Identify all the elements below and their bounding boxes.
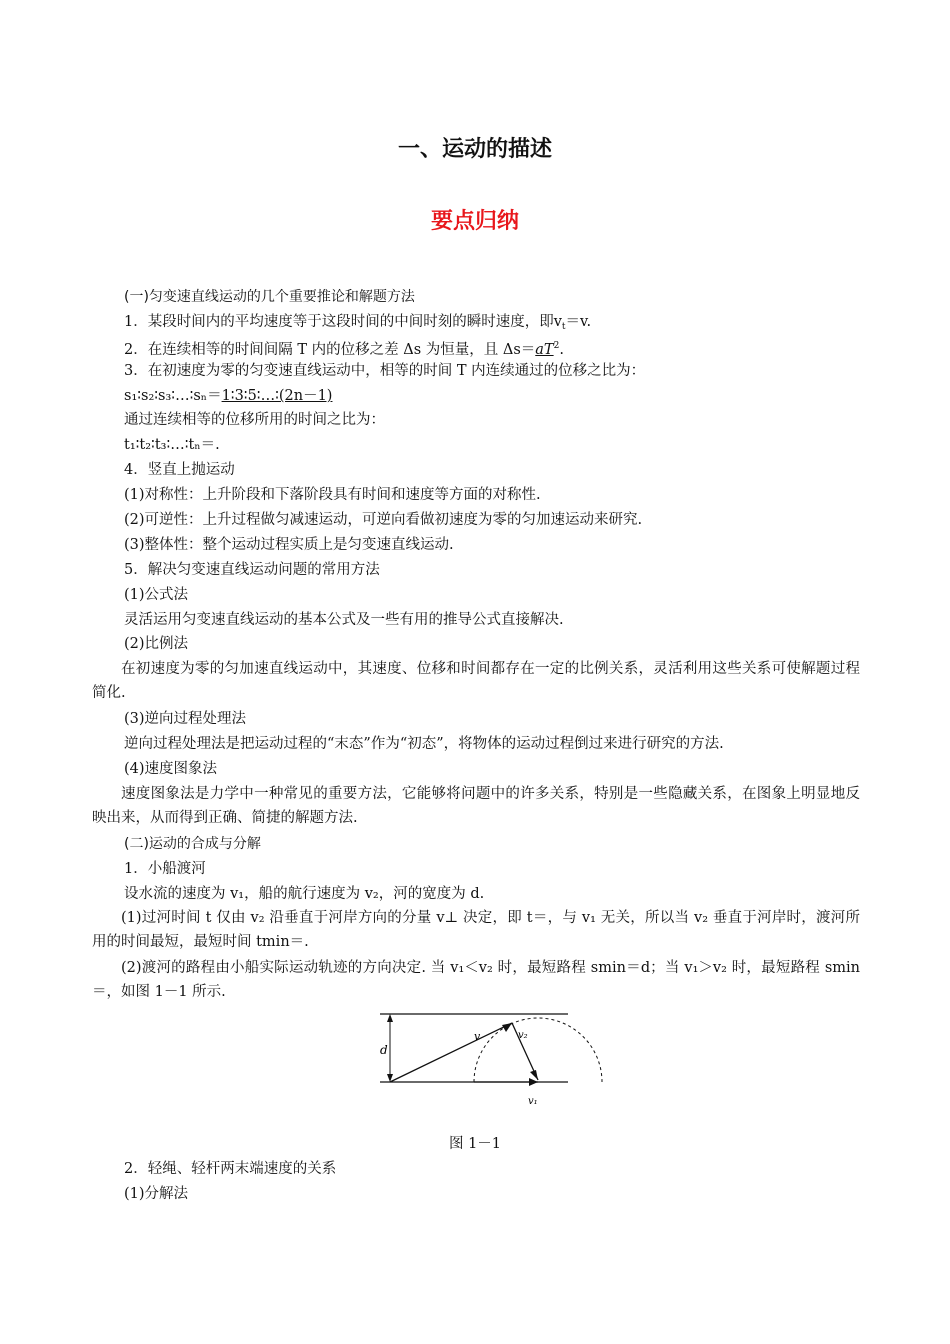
label-d: d [380,1043,388,1057]
method-1: (1)公式法 [124,587,189,603]
section2-heading: (二)运动的合成与分解 [124,836,261,852]
point-3: 3．在初速度为零的匀变速直线运动中，相等的时间 T 内连续通过的位移之比为： [124,363,646,379]
point-4a: (1)对称性：上升阶段和下落阶段具有时间和速度等方面的对称性. [124,487,541,503]
topic-2-method: (1)分解法 [124,1186,189,1202]
method-3-text: 逆向过程处理法是把运动过程的“末态”作为“初态”，将物体的运动过程倒过来进行研究的方法. [124,736,724,752]
figure-caption: 图 1－1 [448,1136,502,1152]
main-title: 一、运动的描述 [397,137,552,162]
label-v: v [474,1030,481,1043]
method-2-text: 在初速度为零的匀加速直线运动中，其速度、位移和时间都存在一定的比例关系，灵活利用这些关系可使解题过程简化. [92,661,860,701]
point-4: 4．竖直上抛运动 [124,462,235,478]
point-5: 5．解决匀变速直线运动问题的常用方法 [124,562,380,578]
resultant-arrowhead [502,1023,512,1032]
ratio-displacement: s₁∶s₂∶s₃∶…∶sₙ＝1∶3∶5∶…∶(2n－1) [124,388,333,404]
label-v1: v₁ [528,1096,538,1107]
method-2: (2)比例法 [124,636,189,652]
method-1-text: 灵活运用匀变速直线运动的基本公式及一些有用的推导公式直接解决. [124,612,564,628]
section1-heading: (一)匀变速直线运动的几个重要推论和解题方法 [124,289,415,305]
method-4-text: 速度图象法是力学中一种常见的重要方法，它能够将问题中的许多关系，特别是一些隐藏关系，在图象上明显地反映出来，从而得到正确、简捷的解题方法. [92,786,860,826]
ratio-time: t₁∶t₂∶t₃∶…∶tₙ＝. [124,437,220,453]
width-arrow-top [387,1014,393,1022]
method-3: (3)逆向过程处理法 [124,711,247,727]
point-1: 1．某段时间内的平均速度等于这段时间的中间时刻的瞬时速度，即$v_t=v$. [124,314,592,332]
topic-1-part-2: (2)渡河的路程由小船实际运动轨迹的方向决定. 当 v₁＜v₂ 时，最短路程 smin＝d；当 v₁＞v₂ 时，最短路程 smin＝，如图 1－1 所示. [92,960,860,1000]
point-4c: (3)整体性：整个运动过程实质上是匀变速直线运动. [124,537,454,553]
topic-1-setup: 设水流的速度为 v₁，船的航行速度为 v₂，河的宽度为 d. [124,886,485,902]
point-2: 2．在连续相等的时间间隔 T 内的位移之差 Δs 为恒量，且 $\Delta s=aT^2$. [124,341,564,358]
v2-arrowhead [530,1070,538,1080]
method-4: (4)速度图象法 [124,761,218,777]
section-subtitle: 要点归纳 [430,209,519,234]
point-4b: (2)可逆性：上升过程做匀减速运动，可逆向看做初速度为零的匀加速运动来研究. [124,512,643,528]
river-crossing-figure [378,1010,604,1110]
topic-1-part-1: (1)过河时间 t 仅由 v₂ 沿垂直于河岸方向的分量 v⊥ 决定，即 t＝，与 v₁ 无关，所以当 v₂ 垂直于河岸时，渡河所用的时间最短，最短时间 tmin＝. [92,910,860,950]
velocity-circle [474,1018,602,1082]
v1-arrowhead [529,1078,538,1086]
topic-2: 2．轻绳、轻杆两末端速度的关系 [124,1161,337,1177]
resultant-velocity-arrow [390,1023,512,1082]
label-v2: v₂ [518,1030,528,1041]
topic-1: 1．小船渡河 [124,861,206,877]
ratio-time-intro: 通过连续相等的位移所用的时间之比为： [124,412,385,428]
